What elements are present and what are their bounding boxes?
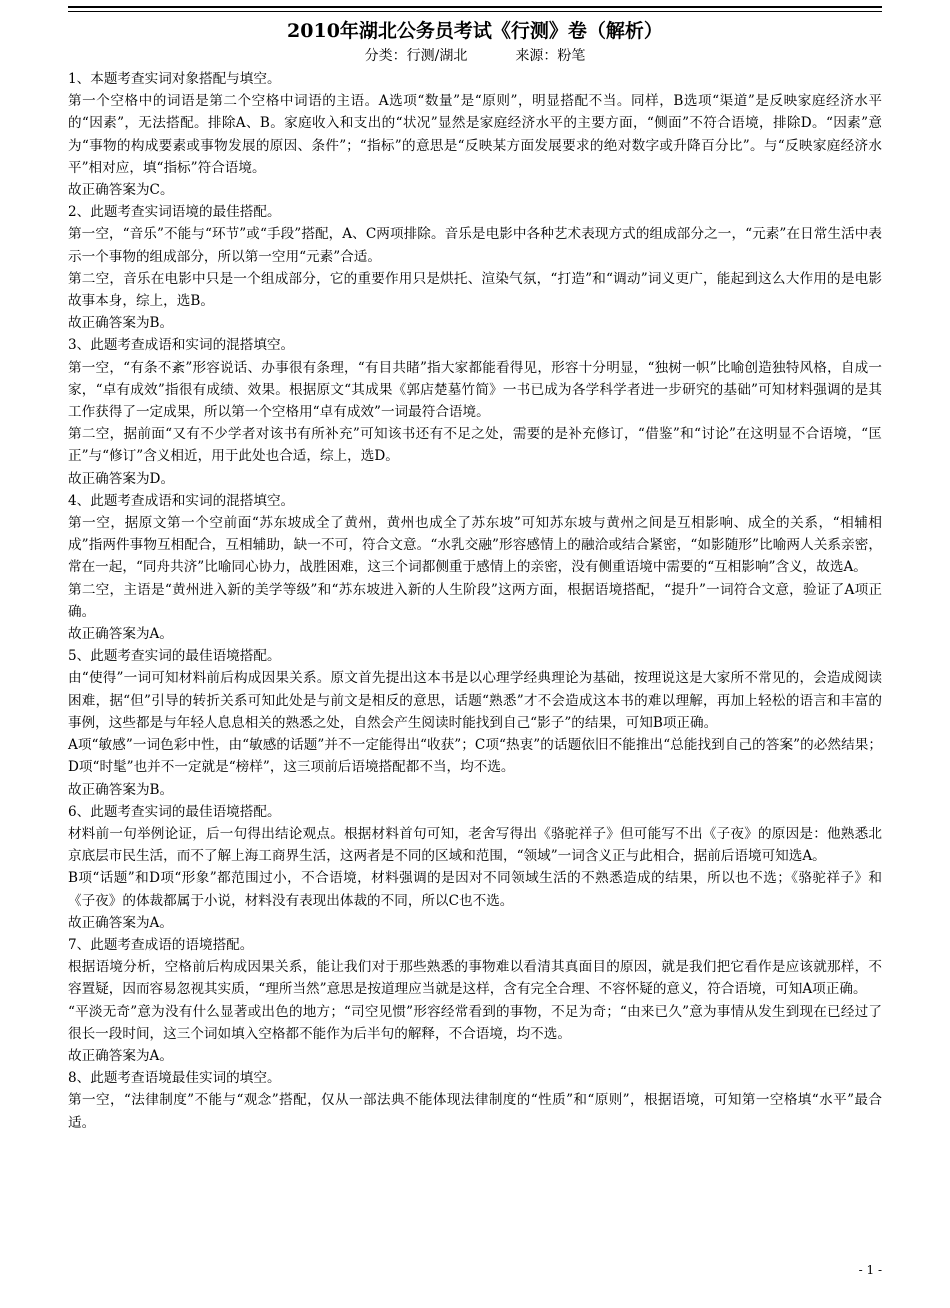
paragraph: 8、此题考查语境最佳实词的填空。 <box>68 1070 281 1087</box>
paragraph: 5、此题考查实词的最佳语境搭配。 <box>68 648 281 665</box>
paragraph: 故正确答案为A。 <box>68 1047 173 1064</box>
paragraph: 第一空，“法律制度”不能与“观念”搭配，仅从一部法典不能体现法律制度的“性质”和“原则”，根据语境，可知第一空格填“水平”最合适。 <box>68 1092 882 1131</box>
paragraph: 第一个空格中的词语是第二个空格中词语的主语。A选项“数量”是“原则”，明显搭配不当。同样，B选项“渠道”是反映家庭经济水平的“因素”，无法搭配。排除A、B。家庭收入和支出的“状况”显然是家庭经济水平的主要方面，“侧面”不符合语境，排除D。“因素”意为“事物的构成要素或事物发展的原因、条件”；“指标”的意思是“反映某方面发展要求的绝对数字或升降百分比”。与“反映家庭经济水平”相对应，填“指标”符合语境。 <box>68 93 882 176</box>
paragraph: 7、此题考查成语的语境搭配。 <box>68 936 254 953</box>
paragraph: 第二空，主语是“黄州进入新的美学等级”和“苏东坡进入新的人生阶段”这两方面，根据语境搭配，“提升”一词符合文意，验证了A项正确。 <box>68 581 882 620</box>
paragraph: 4、此题考查成语和实词的混搭填空。 <box>68 492 295 509</box>
paragraph: 根据语境分析，空格前后构成因果关系，能让我们对于那些熟悉的事物难以看清其真面目的原因，就是我们把它看作是应该就那样，不容置疑，因而容易忽视其实质，“理所当然”意思是按道理应当就是这样，含有完全合理、不容怀疑的意义，符合语境，可知A项正确。 <box>68 959 882 998</box>
paragraph: 1、本题考查实词对象搭配与填空。 <box>68 71 281 87</box>
paragraph: 第一空，“有条不紊”形容说话、办事很有条理，“有目共睹”指大家都能看得见，形容十分明显，“独树一帜”比喻创造独特风格，自成一家，“卓有成效”指很有成绩、效果。根据原文“其成果《郭店楚墓竹简》一书已成为各学科学者进一步研究的基础”可知材料强调的是其工作获得了一定成果，所以第一个空格用“卓有成效”一词最符合语境。 <box>68 359 882 421</box>
source-label: 来源：粉笔 <box>515 48 586 64</box>
paragraph: 6、此题考查实词的最佳语境搭配。 <box>68 803 281 820</box>
paragraph: 故正确答案为B。 <box>68 315 174 332</box>
paragraph: 3、此题考查成语和实词的混搭填空。 <box>68 337 295 354</box>
paragraph: 材料前一句举例论证，后一句得出结论观点。根据材料首句可知，老舍写得出《骆驼祥子》但可能写不出《子夜》的原因是：他熟悉北京底层市民生活，而不了解上海工商界生活，这两者是不同的区域和范围，“领域”一词含义正与此相合，据前后语境可知选A。 <box>68 825 882 865</box>
document-title: 2010年湖北公务员考试《行测》卷（解析） <box>287 20 663 42</box>
header-rule-thin <box>68 11 882 12</box>
header-rule-thick <box>68 6 882 8</box>
document-meta <box>0 46 950 66</box>
paragraph: 第一空，据原文第一个空前面“苏东坡成全了黄州，黄州也成全了苏东坡”可知苏东坡与黄州之间是互相影响、成全的关系，“相辅相成”指两件事物互相配合，互相辅助，缺一不可，符合文意。“水乳交融”形容感情上的融洽或结合紧密，“如影随形”比喻两人关系亲密，常在一起，“同舟共济”比喻同心协力，战胜困难，这三个词都侧重于感情上的亲密，没有侧重语境中需要的“互相影响”含义，故选A。 <box>68 515 882 576</box>
document-body <box>68 68 882 1134</box>
paragraph: 第一空，“音乐”不能与“环节”或“手段”搭配，A、C两项排除。音乐是电影中各种艺术表现方式的组成部分之一，“元素”在日常生活中表示一个事物的组成部分，所以第一空用“元素”合适。 <box>68 226 882 265</box>
paragraph: 第二空，据前面“又有不少学者对该书有所补充”可知该书还有不足之处，需要的是补充修订，“借鉴”和“讨论”在这明显不合语境，“匡正”与“修订”含义相近，用于此处也合适，综上，选D。 <box>68 426 882 465</box>
paragraph: 故正确答案为A。 <box>68 626 173 643</box>
paragraph: A项“敏感”一词色彩中性，由“敏感的话题”并不一定能得出“收获”；C项“热衷”的话题依旧不能推出“总能找到自己的答案”的必然结果；D项“时髦”也并不一定就是“榜样”，这三项前后语境搭配都不当，均不选。 <box>68 737 882 776</box>
paragraph: 2、此题考查实词语境的最佳搭配。 <box>68 204 281 221</box>
paragraph: 故正确答案为A。 <box>68 914 173 931</box>
page-number: - 1 - <box>858 1263 882 1277</box>
paragraph: “平淡无奇”意为没有什么显著或出色的地方；“司空见惯”形容经常看到的事物，不足为奇；“由来已久”意为事情从发生到现在已经过了很长一段时间，这三个词如填入空格都不能作为后半句的解释，不合语境，均不选。 <box>68 1003 882 1042</box>
paragraph: 故正确答案为C。 <box>68 182 174 199</box>
paragraph: 故正确答案为D。 <box>68 470 175 487</box>
paragraph: B项“话题”和D项“形象”都范围过小，不合语境，材料强调的是因对不同领域生活的不熟悉造成的结果，所以也不选；《骆驼祥子》和《子夜》的体裁都属于小说，材料没有表现出体裁的不同，所以C也不选。 <box>68 870 882 909</box>
paragraph: 故正确答案为B。 <box>68 781 174 798</box>
category-label: 分类：行测/湖北 <box>364 48 468 64</box>
paragraph: 由“使得”一词可知材料前后构成因果关系。原文首先提出这本书是以心理学经典理论为基础，按理说这是大家所不常见的，会造成阅读困难，据“但”引导的转折关系可知此处是与前文是相反的意思，话题“熟悉”才不会造成这本书的难以理解，再加上轻松的语言和丰富的事例，这些都是与年轻人息息相关的熟悉之处，自然会产生阅读时能找到自己“影子”的结果，可知B项正确。 <box>68 670 882 731</box>
paragraph: 第二空，音乐在电影中只是一个组成部分，它的重要作用只是烘托、渲染气氛，“打造”和“调动”词义更广，能起到这么大作用的是电影故事本身，综上，选B。 <box>68 270 882 310</box>
